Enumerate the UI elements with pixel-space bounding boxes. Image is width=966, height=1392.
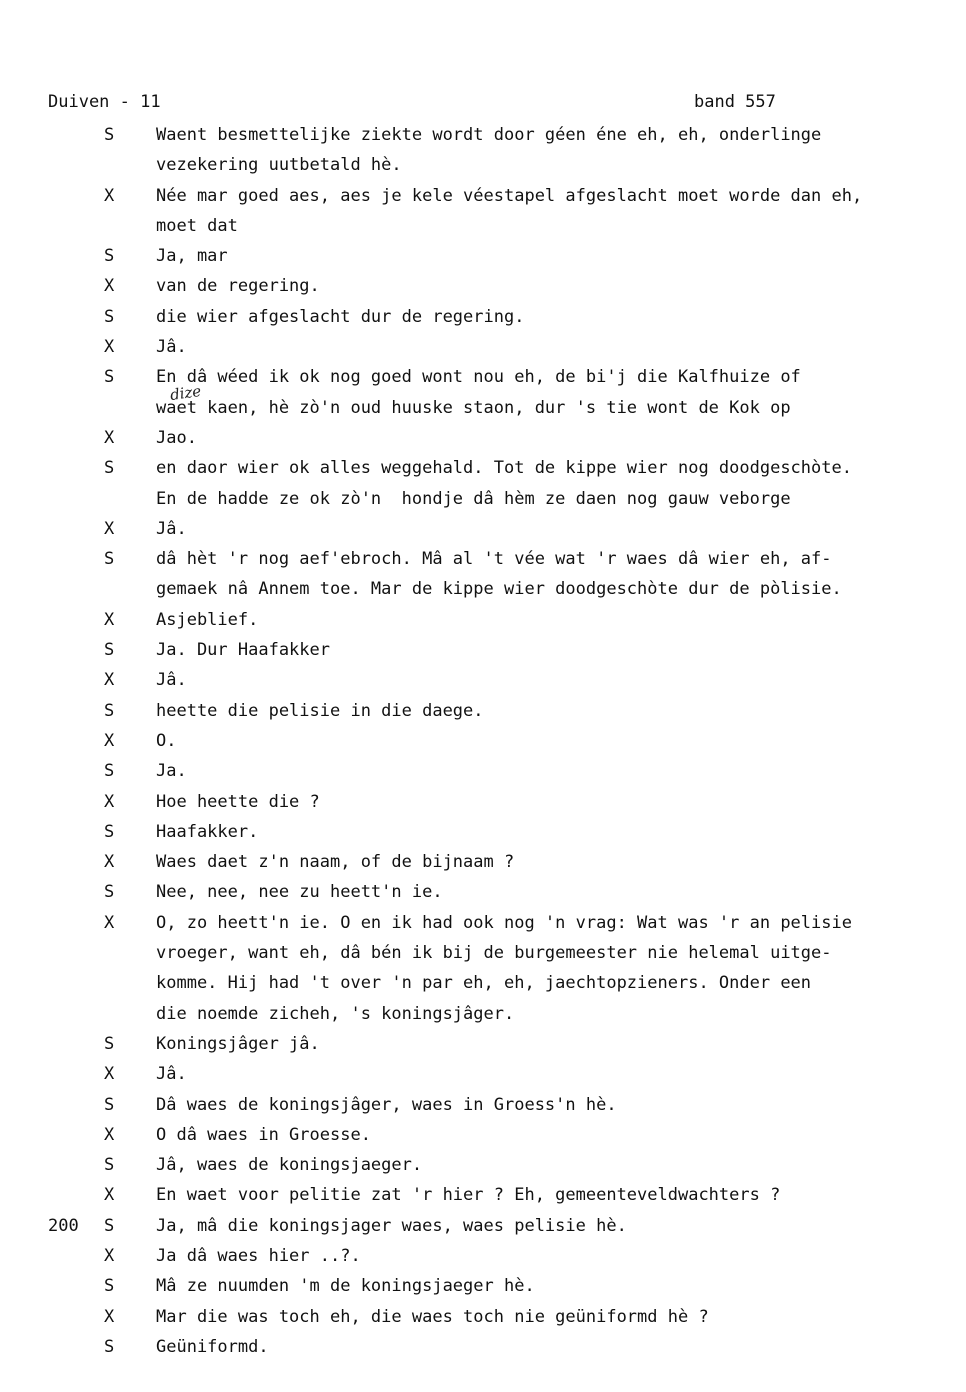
utterance-text: En waet voor pelitie zat 'r hier ? Eh, gemeenteveldwachters ? [156,1185,781,1206]
speaker-label: S [104,640,115,661]
transcript-line [0,1180,966,1210]
transcript-line [0,756,966,786]
transcript-line [0,908,966,938]
transcript-line [0,1150,966,1180]
speaker-label: X [104,518,115,539]
transcript-line [0,938,966,968]
utterance-text: Hoe heette die ? [156,791,320,812]
transcript-lines [0,120,966,1362]
utterance-text: En de hadde ze ok zò'n hondje dâ hèm ze daen nog gauw veborge [156,488,791,509]
transcript-line [0,150,966,180]
speaker-label: S [104,1155,115,1176]
transcript-line [0,484,966,514]
utterance-text: Mâ ze nuumden 'm de koningsjaeger hè. [156,1276,535,1297]
utterance-text: Ja. [156,761,187,782]
utterance-text: dâ hèt 'r nog aef'ebroch. Mâ al 't vée wat 'r waes dâ wier eh, af- [156,549,832,570]
speaker-label: X [104,730,115,751]
speaker-label: S [104,458,115,479]
utterance-text: moet dat [156,215,238,236]
utterance-text: O. [156,730,177,751]
utterance-text: Koningsjâger jâ. [156,1033,320,1054]
utterance-text: Waes daet z'n naam, of de bijnaam ? [156,852,515,873]
transcript-line [0,1059,966,1089]
transcript-line [0,514,966,544]
transcript-line [0,574,966,604]
speaker-label: S [104,367,115,388]
transcript-line [0,393,966,423]
transcript-line [0,211,966,241]
speaker-label: S [104,700,115,721]
transcript-line [0,877,966,907]
utterance-text: van de regering. [156,276,320,297]
transcript-line [0,1211,966,1241]
speaker-label: X [104,1185,115,1206]
transcript-line [0,605,966,635]
utterance-text: Née mar goed aes, aes je kele véestapel afgeslacht moet worde dan eh, [156,185,863,206]
speaker-label: S [104,1033,115,1054]
speaker-label: S [104,1336,115,1357]
utterance-text: En dâ wéed ik ok nog goed wont nou eh, de bi'j die Kalfhuize of [156,367,801,388]
speaker-label: S [104,1094,115,1115]
utterance-text: Ja. Dur Haafakker [156,640,330,661]
transcript-line [0,726,966,756]
speaker-label: X [104,852,115,873]
utterance-text: O dâ waes in Groesse. [156,1124,371,1145]
transcript-line [0,1090,966,1120]
utterance-text: en daor wier ok alles weggehald. Tot de kippe wier nog doodgeschòte. [156,458,852,479]
transcript-line [0,968,966,998]
transcript-line [0,1302,966,1332]
transcript-line [0,120,966,150]
utterance-text: die noemde zicheh, 's koningsjâger. [156,1003,515,1024]
document-title: Duiven - 11 [48,92,161,112]
speaker-label: S [104,1276,115,1297]
speaker-label: X [104,912,115,933]
transcript-line [0,817,966,847]
transcript-line [0,635,966,665]
speaker-label: X [104,1064,115,1085]
transcript-line [0,271,966,301]
utterance-text: O, zo heett'n ie. O en ik had ook nog 'n vrag: Wat was 'r an pelisie [156,912,852,933]
transcript-line [0,696,966,726]
utterance-text: Ja dâ waes hier ..?. [156,1245,361,1266]
speaker-label: X [104,337,115,358]
utterance-text: Nee, nee, nee zu heett'n ie. [156,882,443,903]
speaker-label: S [104,306,115,327]
transcript-line [0,847,966,877]
utterance-text: Waent besmettelijke ziekte wordt door géen éne eh, eh, onderlinge [156,125,822,145]
speaker-label: X [104,609,115,630]
transcript-line [0,787,966,817]
transcript-line [0,1120,966,1150]
line-number: 200 [48,1215,79,1236]
transcript-line [0,181,966,211]
transcript-line [0,999,966,1029]
utterance-text: Jâ. [156,337,187,358]
utterance-text: Ja, mar [156,246,228,267]
transcript-line [0,1241,966,1271]
transcript-line [0,1332,966,1362]
utterance-text: Asjeblief. [156,609,259,630]
utterance-text: komme. Hij had 't over 'n par eh, eh, jaechtopzieners. Onder een [156,973,812,994]
speaker-label: X [104,670,115,691]
transcript-line [0,302,966,332]
speaker-label: S [104,246,115,267]
utterance-text: Jâ. [156,670,187,691]
speaker-label: X [104,185,115,206]
handwritten-annotation: dize [168,381,203,405]
utterance-text: gemaek nâ Annem toe. Mar de kippe wier doodgeschòte dur de pòlisie. [156,579,842,600]
utterance-text: Dâ waes de koningsjâger, waes in Groess'n hè. [156,1094,617,1115]
speaker-label: X [104,427,115,448]
speaker-label: S [104,821,115,842]
utterance-text: Geüniformd. [156,1336,269,1357]
speaker-label: X [104,791,115,812]
transcript-line [0,362,966,392]
speaker-label: X [104,1124,115,1145]
transcript-line [0,1271,966,1301]
speaker-label: S [104,125,115,145]
utterance-text: heette die pelisie in die daege. [156,700,484,721]
utterance-text: Jâ, waes de koningsjaeger. [156,1155,423,1176]
utterance-text: Jao. [156,427,197,448]
speaker-label: X [104,1306,115,1327]
utterance-text: Mar die was toch eh, die waes toch nie geüniformd hè ? [156,1306,709,1327]
speaker-label: S [104,882,115,903]
transcript-line [0,453,966,483]
transcript-line [0,332,966,362]
utterance-text: Jâ. [156,1064,187,1085]
utterance-text: Jâ. [156,518,187,539]
speaker-label: S [104,1215,115,1236]
transcript-line [0,544,966,574]
speaker-label: X [104,1245,115,1266]
utterance-text: die wier afgeslacht dur de regering. [156,306,525,327]
utterance-text: vezekering uutbetald hè. [156,155,402,176]
transcript-line [0,665,966,695]
page-header [48,92,928,116]
utterance-text: vroeger, want eh, dâ bén ik bij de burgemeester nie helemal uitge- [156,943,832,964]
tape-number: band 557 [694,92,776,112]
transcript-line [0,1029,966,1059]
utterance-text: waet kaen, hè zò'n oud huuske staon, dur 's tie wont de Kok op [156,397,791,418]
utterance-text: Ja, mâ die koningsjager waes, waes pelisie hè. [156,1215,627,1236]
utterance-text: Haafakker. [156,821,259,842]
speaker-label: X [104,276,115,297]
speaker-label: S [104,549,115,570]
transcript-line [0,241,966,271]
transcript-line [0,423,966,453]
speaker-label: S [104,761,115,782]
